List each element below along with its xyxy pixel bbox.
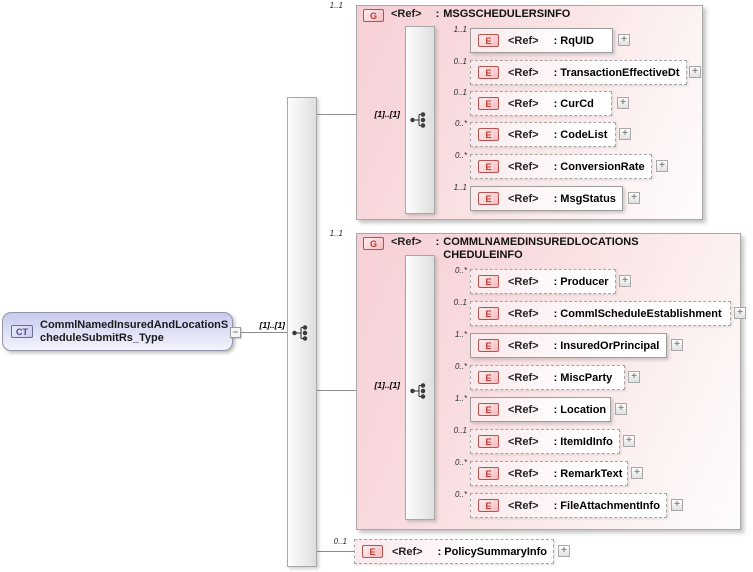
element-badge: E <box>478 467 499 480</box>
cardinality-label: 0..* <box>454 490 467 499</box>
element-name: : CurCd <box>553 97 594 110</box>
occurrence-label: [1]..[1] <box>259 320 285 330</box>
expand-button[interactable]: + <box>617 97 629 109</box>
element-badge: E <box>478 66 499 79</box>
expand-button[interactable]: + <box>628 192 640 204</box>
element-name: : Location <box>553 403 607 416</box>
group-badge: G <box>363 237 384 250</box>
element-name: : CodeList <box>553 128 608 141</box>
element-badge: E <box>478 160 499 173</box>
element-ref: <Ref> <box>508 275 539 288</box>
expand-button[interactable]: + <box>656 160 668 172</box>
expand-button[interactable]: + <box>631 467 643 479</box>
element-badge: E <box>478 97 499 110</box>
element-name: : MsgStatus <box>553 192 616 205</box>
element-ref: <Ref> <box>508 307 539 320</box>
complextype-name: CommlNamedInsuredAndLocationScheduleSubmitRs_Type <box>40 319 229 344</box>
cardinality-label: 0..1 <box>453 298 467 307</box>
element-name: : ItemIdInfo <box>553 435 613 448</box>
element-ref: <Ref> <box>508 34 539 47</box>
element-name: : InsuredOrPrincipal <box>553 339 660 352</box>
element-box-producer[interactable] <box>470 269 616 294</box>
cardinality-label: 0..1 <box>453 426 467 435</box>
element-box-insuredorprincipal[interactable] <box>470 333 667 358</box>
expand-button[interactable]: + <box>618 34 630 46</box>
element-badge: E <box>478 192 499 205</box>
cardinality-label: 0..1 <box>453 88 467 97</box>
element-ref: <Ref> <box>508 97 539 110</box>
expand-button[interactable]: + <box>734 307 746 319</box>
group-name-colon: : <box>435 8 440 20</box>
element-box-conversionrate[interactable] <box>470 154 652 179</box>
expand-button[interactable]: + <box>615 403 627 415</box>
element-name: : MiscParty <box>553 371 613 384</box>
cardinality-label: 0..* <box>454 362 467 371</box>
element-box-codelist[interactable] <box>470 122 616 147</box>
cardinality-label: 0..1 <box>453 57 467 66</box>
element-badge: E <box>362 545 383 558</box>
expand-button[interactable]: + <box>628 371 640 383</box>
cardinality-label: 1..1 <box>329 1 343 10</box>
cardinality-label: 0..* <box>454 266 467 275</box>
element-ref: <Ref> <box>508 128 539 141</box>
element-box-remarktext[interactable] <box>470 461 628 486</box>
element-ref: <Ref> <box>508 435 539 448</box>
element-name: : RemarkText <box>553 467 623 480</box>
element-ref: <Ref> <box>508 371 539 384</box>
group-ref: <Ref> <box>391 236 422 248</box>
element-name: : PolicySummaryInfo <box>437 545 547 558</box>
element-badge: E <box>478 403 499 416</box>
element-box-miscparty[interactable] <box>470 365 625 390</box>
element-box-curcd[interactable] <box>470 91 612 116</box>
element-badge: E <box>478 307 499 320</box>
element-name: : Producer <box>553 275 609 288</box>
element-badge: E <box>478 275 499 288</box>
collapse-button[interactable]: − <box>230 327 241 338</box>
group-badge: G <box>363 9 384 22</box>
cardinality-label: 1..1 <box>453 183 467 192</box>
expand-button[interactable]: + <box>623 435 635 447</box>
cardinality-label: 0..* <box>454 458 467 467</box>
cardinality-label: 0..1 <box>333 537 347 546</box>
element-box-transactioneffectivedt[interactable] <box>470 60 687 85</box>
group-ref: <Ref> <box>391 8 422 20</box>
cardinality-label: 1..* <box>454 394 467 403</box>
group-name: COMMLNAMEDINSUREDLOCATIONSCHEDULEINFO <box>443 236 639 261</box>
element-ref: <Ref> <box>508 339 539 352</box>
element-badge: E <box>478 34 499 47</box>
expand-button[interactable]: + <box>558 545 570 557</box>
expand-button[interactable]: + <box>671 339 683 351</box>
element-ref: <Ref> <box>508 467 539 480</box>
group-header[interactable] <box>363 8 644 22</box>
element-badge: E <box>478 339 499 352</box>
element-box-msgstatus[interactable] <box>470 186 623 211</box>
element-box-location[interactable] <box>470 397 611 422</box>
element-box-itemidinfo[interactable] <box>470 429 620 454</box>
element-box-policysummaryinfo[interactable] <box>354 539 554 564</box>
cardinality-label: 0..* <box>454 151 467 160</box>
expand-button[interactable]: + <box>619 275 631 287</box>
element-ref: <Ref> <box>508 403 539 416</box>
cardinality-label: 0..* <box>454 119 467 128</box>
expand-button[interactable]: + <box>619 128 631 140</box>
group-name: MSGSCHEDULERSINFO <box>443 8 571 20</box>
element-name: : TransactionEffectiveDt <box>553 66 680 79</box>
element-box-fileattachmentinfo[interactable] <box>470 493 667 518</box>
element-box-commlscheduleestablishment[interactable] <box>470 301 731 326</box>
element-badge: E <box>478 128 499 141</box>
element-ref: <Ref> <box>508 66 539 79</box>
element-badge: E <box>478 435 499 448</box>
element-badge: E <box>478 371 499 384</box>
element-ref: <Ref> <box>508 192 539 205</box>
element-name: : RqUID <box>553 34 594 47</box>
element-name: : FileAttachmentInfo <box>553 499 660 512</box>
complextype-badge: CT <box>11 325 33 338</box>
element-badge: E <box>478 499 499 512</box>
element-ref: <Ref> <box>508 499 539 512</box>
cardinality-label: 1..* <box>454 330 467 339</box>
cardinality-label: 1..1 <box>329 229 343 238</box>
element-name: : ConversionRate <box>553 160 645 173</box>
expand-button[interactable]: + <box>671 499 683 511</box>
element-ref: <Ref> <box>392 545 423 558</box>
group-name-colon: : <box>435 236 440 248</box>
element-ref: <Ref> <box>508 160 539 173</box>
occurrence-label: [1]..[1] <box>374 109 400 119</box>
element-name: : CommlScheduleEstablishment <box>553 307 722 320</box>
occurrence-label: [1]..[1] <box>374 380 400 390</box>
expand-button[interactable]: + <box>689 66 701 78</box>
element-box-rquid[interactable] <box>470 28 613 53</box>
cardinality-label: 1..1 <box>453 25 467 34</box>
sequence-icon <box>291 324 313 342</box>
complextype-box[interactable] <box>2 312 233 351</box>
